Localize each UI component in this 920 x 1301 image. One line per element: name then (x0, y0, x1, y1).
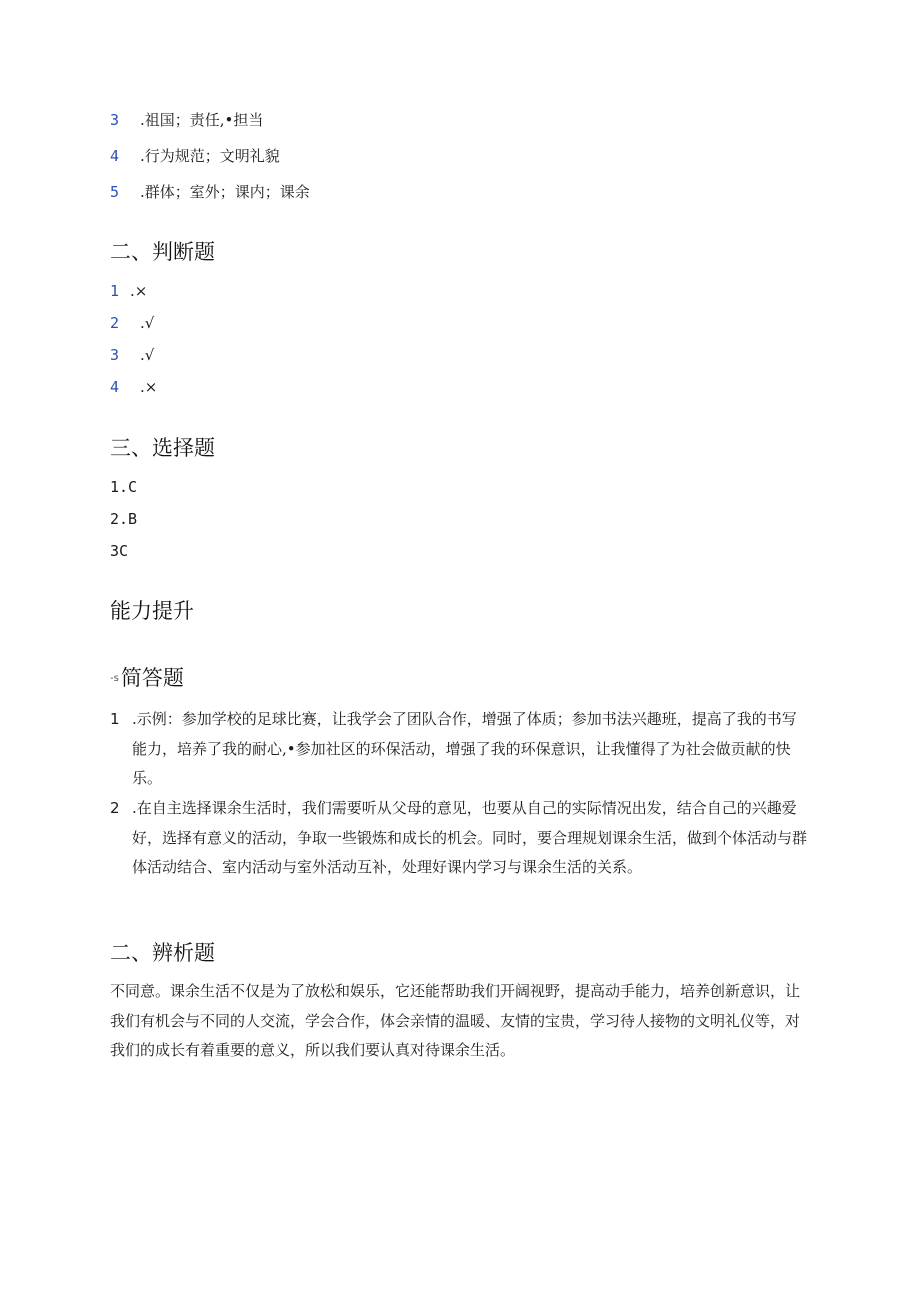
choice-heading: 三、选择题 (110, 436, 215, 460)
item-number: 1 (110, 282, 120, 300)
heading-text: 简答题 (120, 666, 184, 690)
short-answer-item-1 (110, 705, 810, 794)
item-mark: .√ (140, 314, 155, 332)
analysis-heading: 二、辨析题 (110, 941, 215, 965)
item-dot: . (140, 183, 145, 201)
item-number: 5 (110, 183, 120, 201)
item-text: .在自主选择课余生活时，我们需要听从父母的意见，也要从自己的实际情况出发，结合自己的兴趣爱好，选择有意义的活动，争取一些锻炼和成长的机会。同时，要合理规划课余生活，做到个体活动与群体活动结合、室内活动与室外活动互补，处理好课内学习与课余生活的关系。 (132, 799, 808, 876)
fill-in-item-3 (110, 110, 263, 130)
fill-in-item-5 (110, 182, 310, 202)
ability-heading: 能力提升 (110, 599, 194, 623)
item-mark: .√ (140, 346, 155, 364)
item-mark: .× (130, 282, 148, 300)
item-number: 3 (110, 346, 120, 364)
item-number: 4 (110, 378, 120, 396)
item-text: 行为规范；文明礼貌 (144, 147, 280, 165)
item-text: .示例：参加学校的足球比赛，让我学会了团队合作，增强了体质；参加书法兴趣班，提高了我的书写能力，培养了我的耐心,•参加社区的环保活动，增强了我的环保意识，让我懂得了为社会做贡献的快乐。 (132, 710, 797, 787)
judgement-item-4 (110, 377, 157, 397)
judgement-item-3 (110, 345, 154, 365)
choice-item-3: 3C (110, 542, 129, 560)
item-dot: . (140, 147, 145, 165)
fill-in-item-4 (110, 146, 280, 166)
judgement-heading: 二、判断题 (110, 240, 215, 264)
item-text: 群体；室外；课内；课余 (144, 183, 310, 201)
heading-prefix: -s (110, 673, 119, 684)
choice-item-2: 2.B (110, 510, 138, 528)
item-number: 1 (110, 710, 120, 728)
item-dot: . (140, 111, 145, 129)
judgement-item-2 (110, 313, 154, 333)
item-number: 2 (110, 799, 120, 817)
analysis-text: 不同意。课余生活不仅是为了放松和娱乐，它还能帮助我们开阔视野，提高动手能力，培养创新意识，让我们有机会与不同的人交流，学会合作，体会亲情的温暖、友情的宝贵，学习待人接物的文明礼仪等，对我们的成长有着重要的意义，所以我们要认真对待课余生活。 (110, 982, 801, 1059)
item-text: 祖国；责任,•担当 (144, 111, 264, 129)
judgement-item-1 (110, 281, 147, 301)
short-answer-heading (110, 664, 184, 693)
item-number: 3 (110, 111, 120, 129)
item-number: 4 (110, 147, 120, 165)
item-number: 2 (110, 314, 120, 332)
choice-item-1: 1.C (110, 478, 138, 496)
short-answer-item-2 (110, 794, 810, 883)
item-mark: .× (140, 378, 158, 396)
